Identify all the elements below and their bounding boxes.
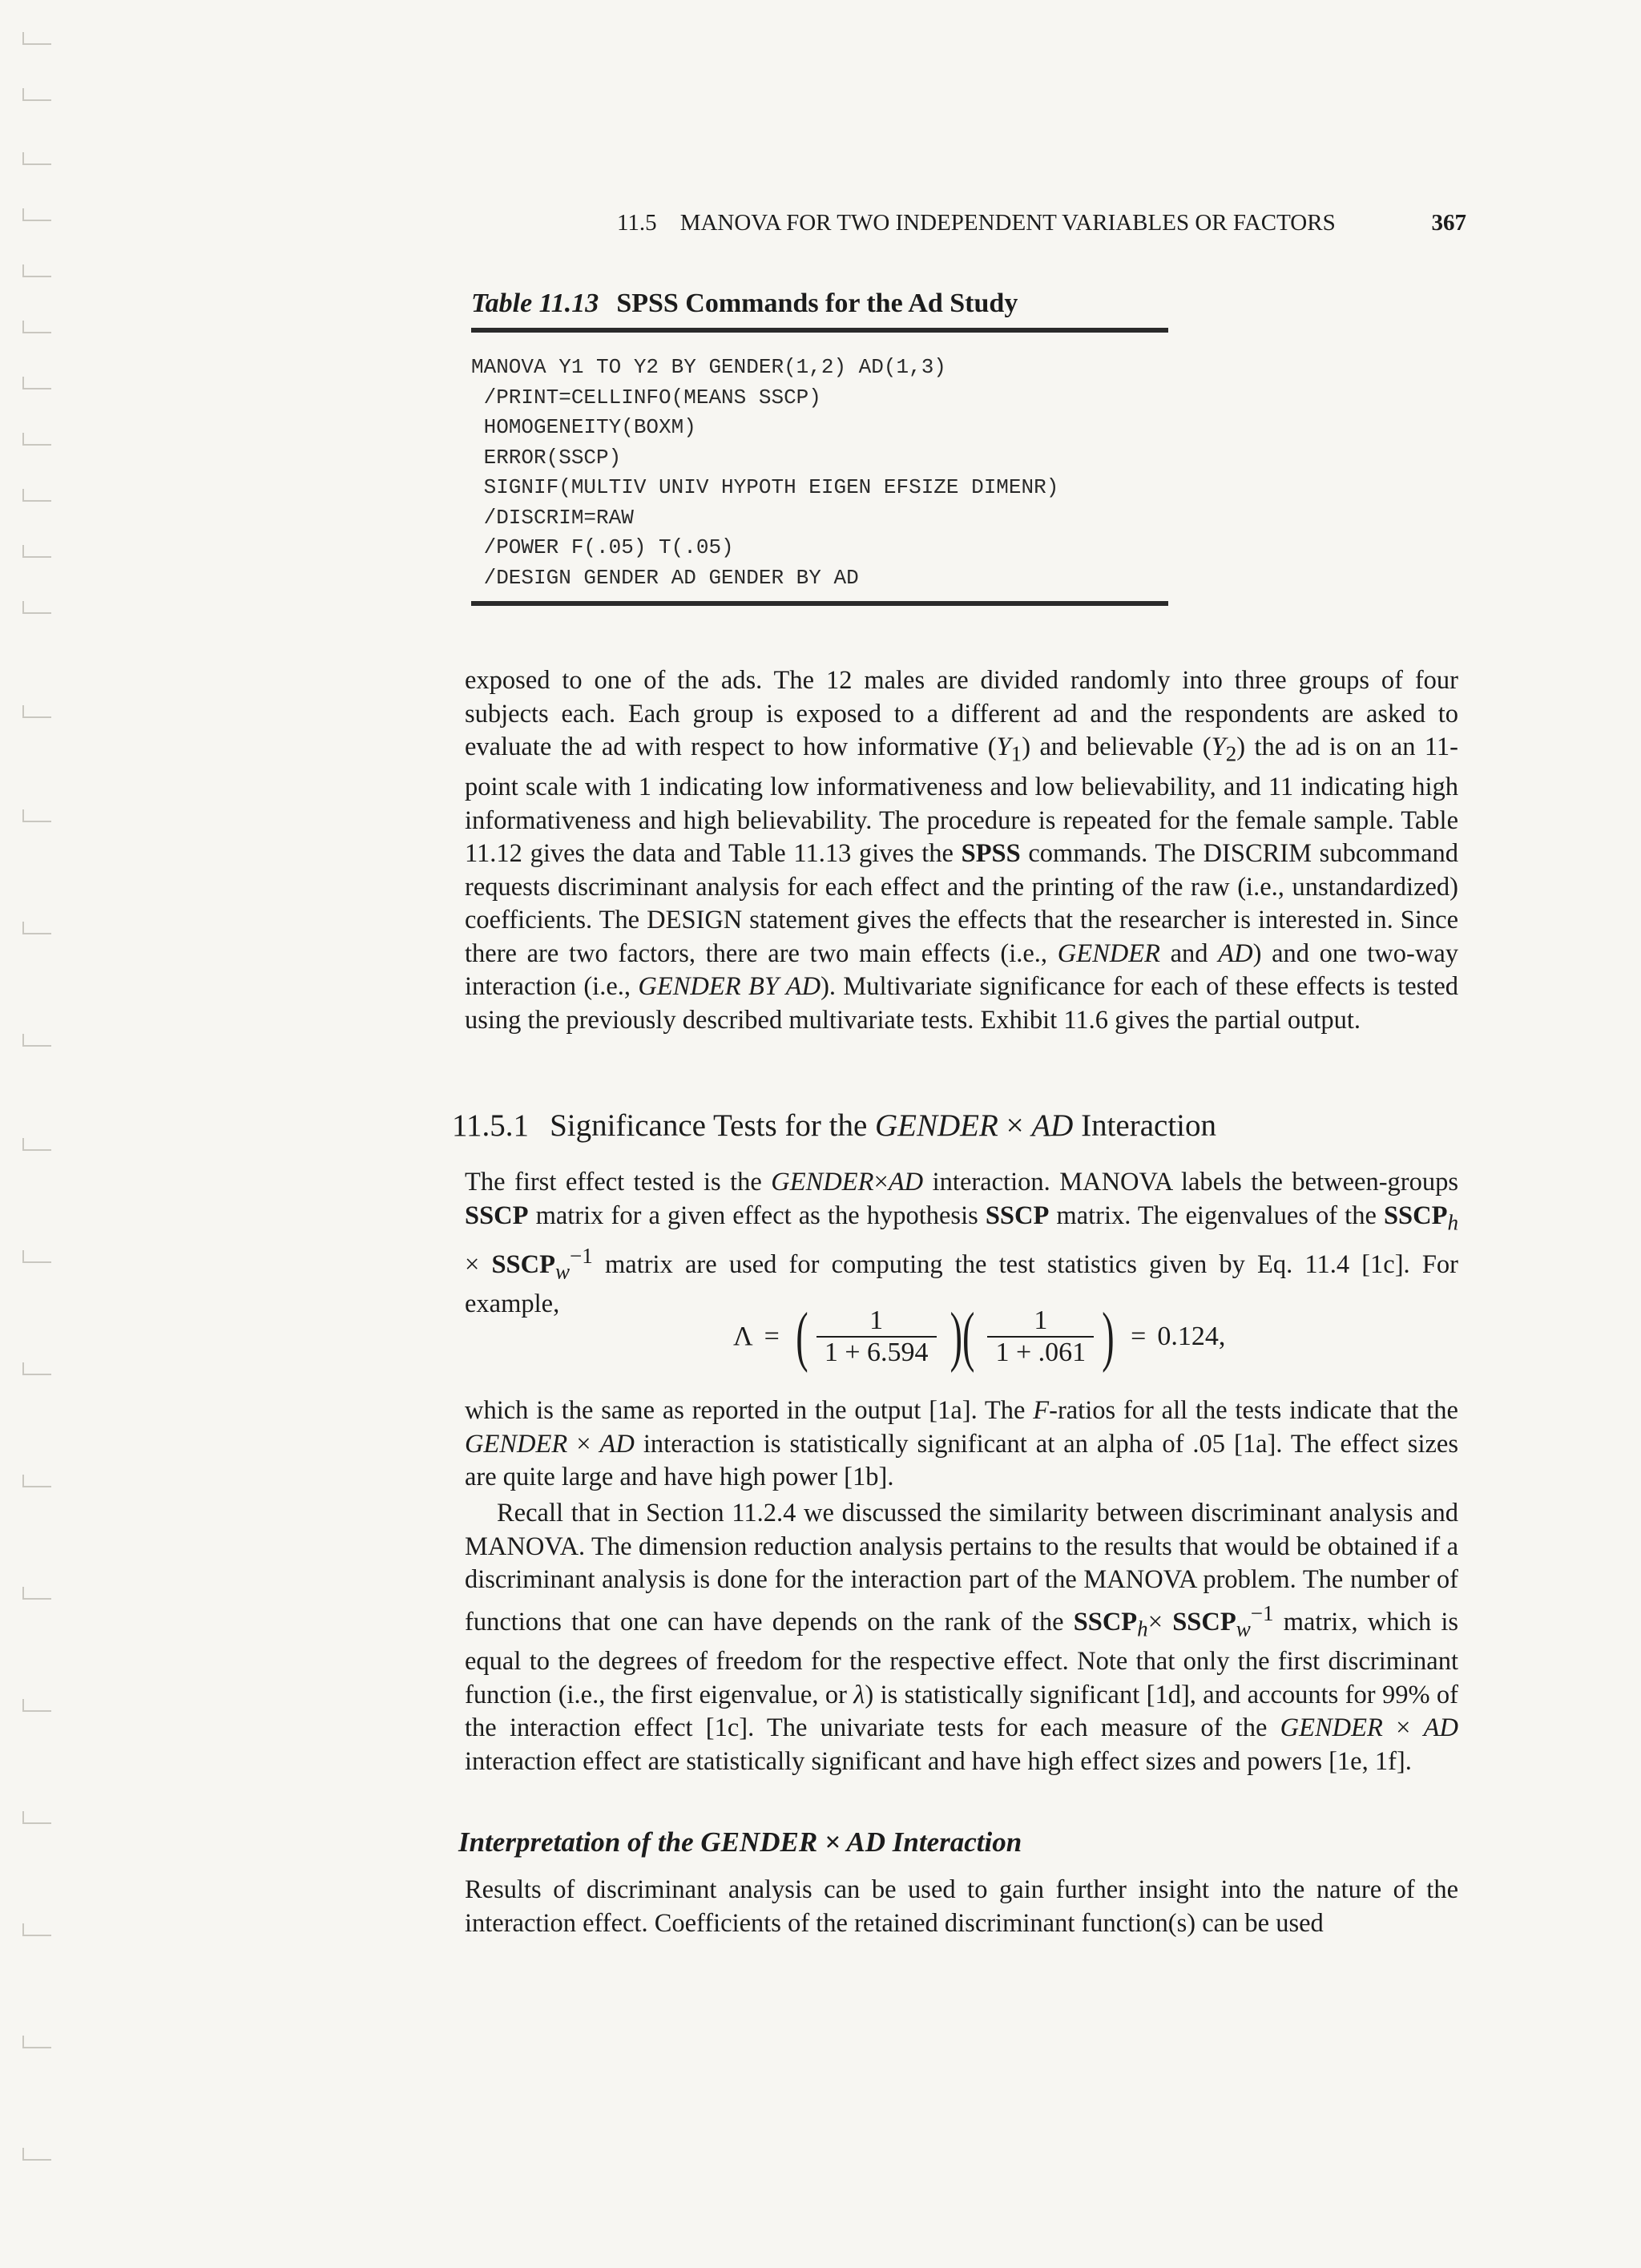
code-line: /DESIGN GENDER AD GENDER BY AD xyxy=(471,565,859,590)
section-heading: 11.5.1 Significance Tests for the GENDER × AD Interaction xyxy=(452,1108,1216,1143)
paragraph-4: Recall that in Section 11.2.4 we discussed the similarity between discriminant analysis and MANOVA. The dimension reduction analysis pertains to the results that would be obtained if a discriminant analysis is done for the interaction part of the MANOVA problem. The number of functions that one can have depends on the rank of the $SSCP_h\times$ $SSCP_w^{-1}$ matrix, which is equal to the degrees of freedom for the respective effect. Note that only the first discriminant function (i.e., the first eigenvalue, or λ) is statistically significant [1d], and accounts for 99% of the interaction effect [1c]. The univariate tests for each measure of the GENDER × AD interaction effect are statistically significant and have high effect sizes and powers [1e, 1f]. xyxy=(465,1499,1459,1776)
code-line: /POWER F(.05) T(.05) xyxy=(471,535,734,559)
left-margin-scan-marks xyxy=(0,0,56,2268)
code-line: SIGNIF(MULTIV UNIV HYPOTH EIGEN EFSIZE DIMENR) xyxy=(471,475,1059,499)
code-line: HOMOGENEITY(BOXM) xyxy=(471,415,696,439)
table-caption xyxy=(471,289,1018,319)
lambda-symbol: Λ xyxy=(733,1322,753,1351)
paragraph-5: Results of discriminant analysis can be used to gain further insight into the nature of the interaction effect. Coefficients of the retained discriminant function(s) can be used xyxy=(465,1875,1458,1938)
fraction-2: $\frac{1}{1 + .061}$ xyxy=(987,1306,1094,1368)
paragraph-2: The first effect tested is the GENDER×AD interaction. MANOVA labels the between-groups SSCP matrix for a given effect as the hypothesis SSCP matrix. The eigenvalues of the $SSCP_h$ × $SSCP_w^{-1}$ matrix are used for computing the test statistics given by Eq. 11.4 [1c]. For example, xyxy=(465,1168,1458,1319)
code-line: ERROR(SSCP) xyxy=(471,445,622,470)
paragraph-1: exposed to one of the ads. The 12 males are divided randomly into three groups of four subjects each. Each group is exposed to a different ad and the respondents are asked to evaluate the ad with respect to how informative $(Y_1)$ and believable $(Y_2)$ the ad is on an 11-point scale with 1 indicating low informativeness and low believability, and 11 indicating high informativeness and high believability. The procedure is repeated for the female sample. Table 11.12 gives the data and Table 11.13 gives the SPSS commands. The DISCRIM subcommand requests discriminant analysis for each effect and the printing of the raw (i.e., unstandardized) coefficients. The DESIGN statement gives the effects that the researcher is interested in. Since there are two factors, there are two main effects (i.e., GENDER and AD) and one two-way interaction (i.e., GENDER BY AD). Multivariate significance for each of these effects is tested using the previously described multivariate tests. Exhibit 11.6 gives the partial output. xyxy=(465,666,1459,1035)
spss-code-block xyxy=(471,353,1058,593)
paragraph-3: which is the same as reported in the output [1a]. The F-ratios for all the tests indicate that the GENDER × AD interaction is statistically significant at an alpha of .05 [1a]. The effect sizes are quite large and have high power [1b]. xyxy=(465,1396,1458,1491)
table-bottom-rule xyxy=(471,601,1168,606)
running-head-text: MANOVA FOR TWO INDEPENDENT VARIABLES OR FACTORS xyxy=(679,210,1336,236)
page-number: 367 xyxy=(1431,210,1466,236)
table-title: SPSS Commands for the Ad Study xyxy=(616,289,1018,318)
table-label: Table 11.13 xyxy=(471,289,599,318)
code-line: /PRINT=CELLINFO(MEANS SSCP) xyxy=(471,385,821,410)
running-head xyxy=(617,210,1466,236)
fraction-1: $\frac{1}{1 + 6.594}$ xyxy=(816,1306,937,1368)
code-line: MANOVA Y1 TO Y2 BY GENDER(1,2) AD(1,3) xyxy=(471,355,946,379)
running-head-section: 11.5 xyxy=(617,210,657,236)
code-line: /DISCRIM=RAW xyxy=(471,505,634,530)
running-head-title xyxy=(617,210,1336,236)
section-number: 11.5.1 xyxy=(452,1108,530,1143)
table-top-rule xyxy=(471,328,1168,333)
wilks-lambda-formula: Λ = ( $\frac{1}{1 + 6.594}$ )( $\frac{1}{1 + .061}$ ) = 0.124, xyxy=(733,1299,1226,1374)
formula-result: 0.124, xyxy=(1157,1322,1226,1351)
subheading-interpretation: Interpretation of the GENDER × AD Interaction xyxy=(458,1826,1022,1858)
